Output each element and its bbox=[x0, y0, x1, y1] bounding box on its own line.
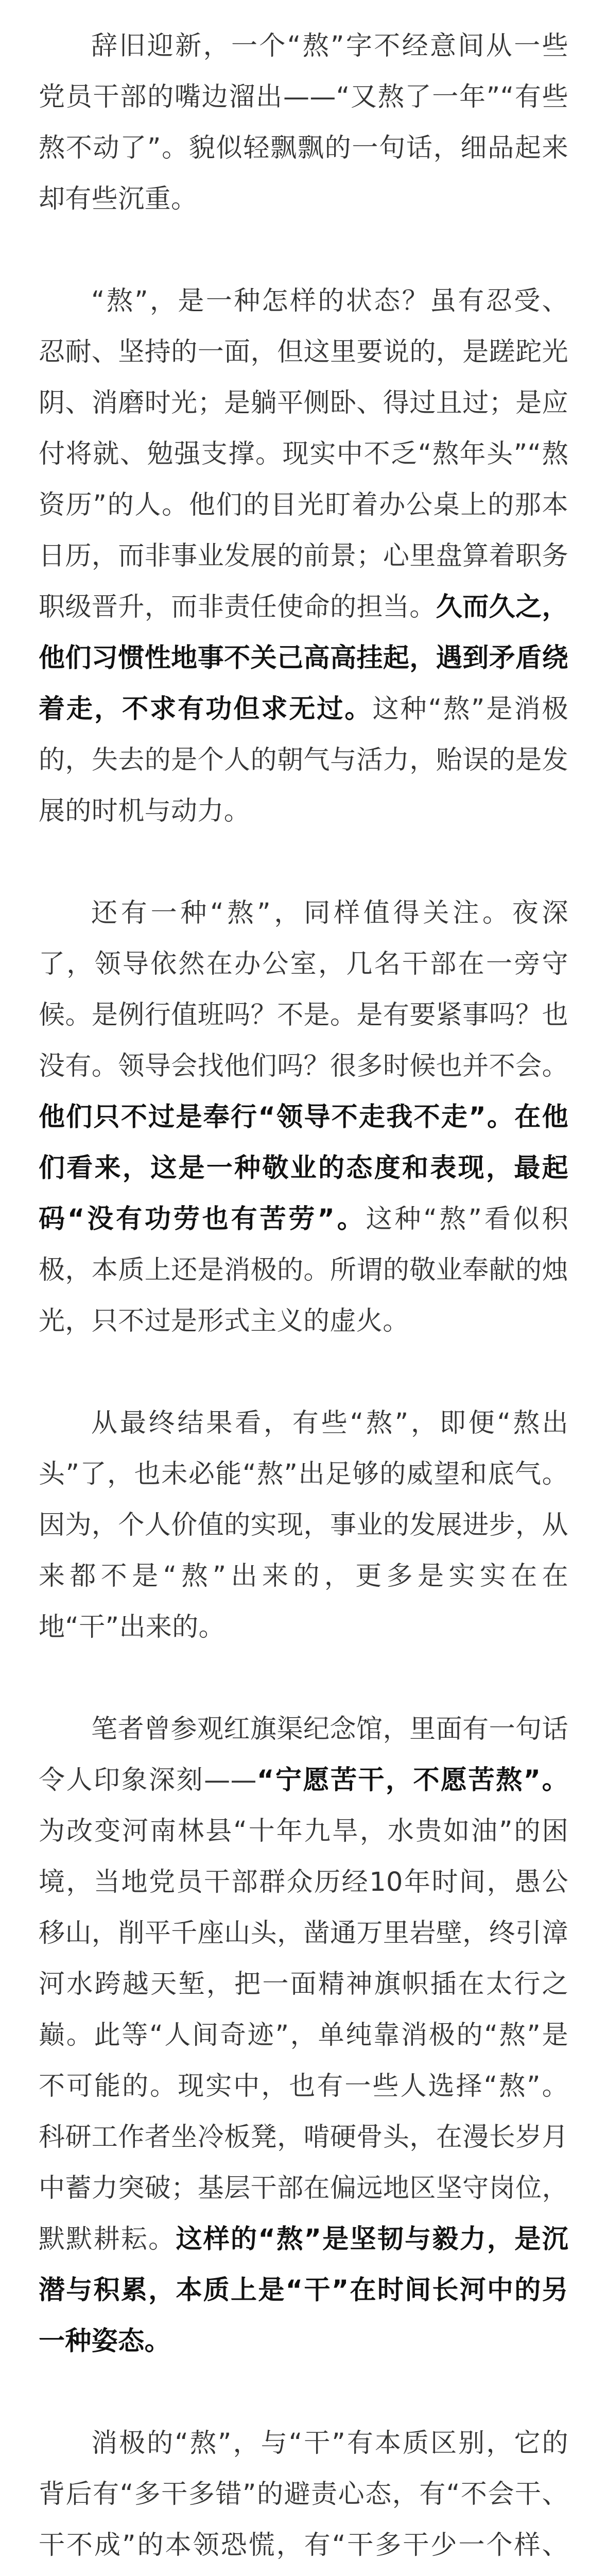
para-5-text-a: 笔者曾参观红旗渠纪念馆，里面有一句话令人印象深刻—— bbox=[39, 1714, 568, 1795]
para-1-text: 辞旧迎新，一个“熬”字不经意间从一些党员干部的嘴边溜出——“又熬了一年”“有些熬不动了”。貌似轻飘飘的一句话，细品起来却有些沉重。 bbox=[39, 31, 568, 214]
para-3-bold: 他们只不过是奉行“领导不走我不走”。在他们看来，这是一种敬业的态度和表现，最起码“没有功劳也有苦劳”。 bbox=[39, 1102, 568, 1234]
para-2-bold: 久而久之，他们习惯性地事不关己高高挂起，遇到矛盾绕着走，不求有功但求无过。 bbox=[39, 592, 568, 724]
para-5-text-b: 为改变河南林县“十年九旱，水贵如油”的困境，当地党员干部群众历经10年时间，愚公移山，削平千座山头，凿通万里岩壁，终引漳河水跨越天堑，把一面精神旗帜插在太行之巅。此等“人间奇迹”，单纯靠消极的“熬”是不可能的。现实中，也有一些人选择“熬”。科研工作者坐冷板凳，啃硬骨头，在漫长岁月中蓄力突破；基层干部在偏远地区坚守岗位，默默耕耘。 bbox=[39, 1816, 568, 2255]
paragraph-hongqiqu bbox=[39, 1704, 568, 2367]
paragraph-difference bbox=[39, 2418, 568, 2576]
para-2-text-b: 这种“熬”是消极的，失去的是个人的朝气与活力，贻误的是发展的时机与动力。 bbox=[39, 694, 569, 826]
para-6-text: 消极的“熬”，与“干”有本质区别，它的背后有“多干多错”的避责心态，有“不会干、干不成”的本领恐慌，有“干多干少一个样、 bbox=[39, 2428, 568, 2561]
paragraph-final-result bbox=[39, 1398, 568, 1653]
paragraph-another-ao bbox=[39, 888, 568, 1347]
para-5-bold-quote: “宁愿苦干，不愿苦熬”。 bbox=[256, 1765, 568, 1795]
para-2-text-a: “熬”，是一种怎样的状态？虽有忍受、忍耐、坚持的一面，但这里要说的，是蹉跎光阴、消磨时光；是躺平侧卧、得过且过；是应付将就、勉强支撑。现实中不乏“熬年头”“熬资历”的人。他们的目光盯着办公桌上的那本日历，而非事业发展的前景；心里盘算着职务职级晋升，而非责任使命的担当。 bbox=[39, 286, 568, 622]
para-4-text: 从最终结果看，有些“熬”，即便“熬出头”了，也未必能“熬”出足够的威望和底气。因为，个人价值的实现，事业的发展进步，从来都不是“熬”出来的，更多是实实在在地“干”出来的。 bbox=[39, 1408, 568, 1642]
paragraph-intro bbox=[39, 21, 568, 225]
para-5-bold-end: 这样的“熬”是坚韧与毅力，是沉潜与积累，本质上是“干”在时间长河中的另一种姿态。 bbox=[39, 2224, 568, 2357]
paragraph-state-of-ao bbox=[39, 276, 568, 837]
para-3-text-a: 还有一种“熬”，同样值得关注。夜深了，领导依然在办公室，几名干部在一旁守候。是例行值班吗？不是。是有要紧事吗？也没有。领导会找他们吗？很多时候也并不会。 bbox=[39, 898, 568, 1081]
para-3-text-b: 这种“熬”看似积极，本质上还是消极的。所谓的敬业奉献的烛光，只不过是形式主义的虚火。 bbox=[39, 1204, 568, 1336]
